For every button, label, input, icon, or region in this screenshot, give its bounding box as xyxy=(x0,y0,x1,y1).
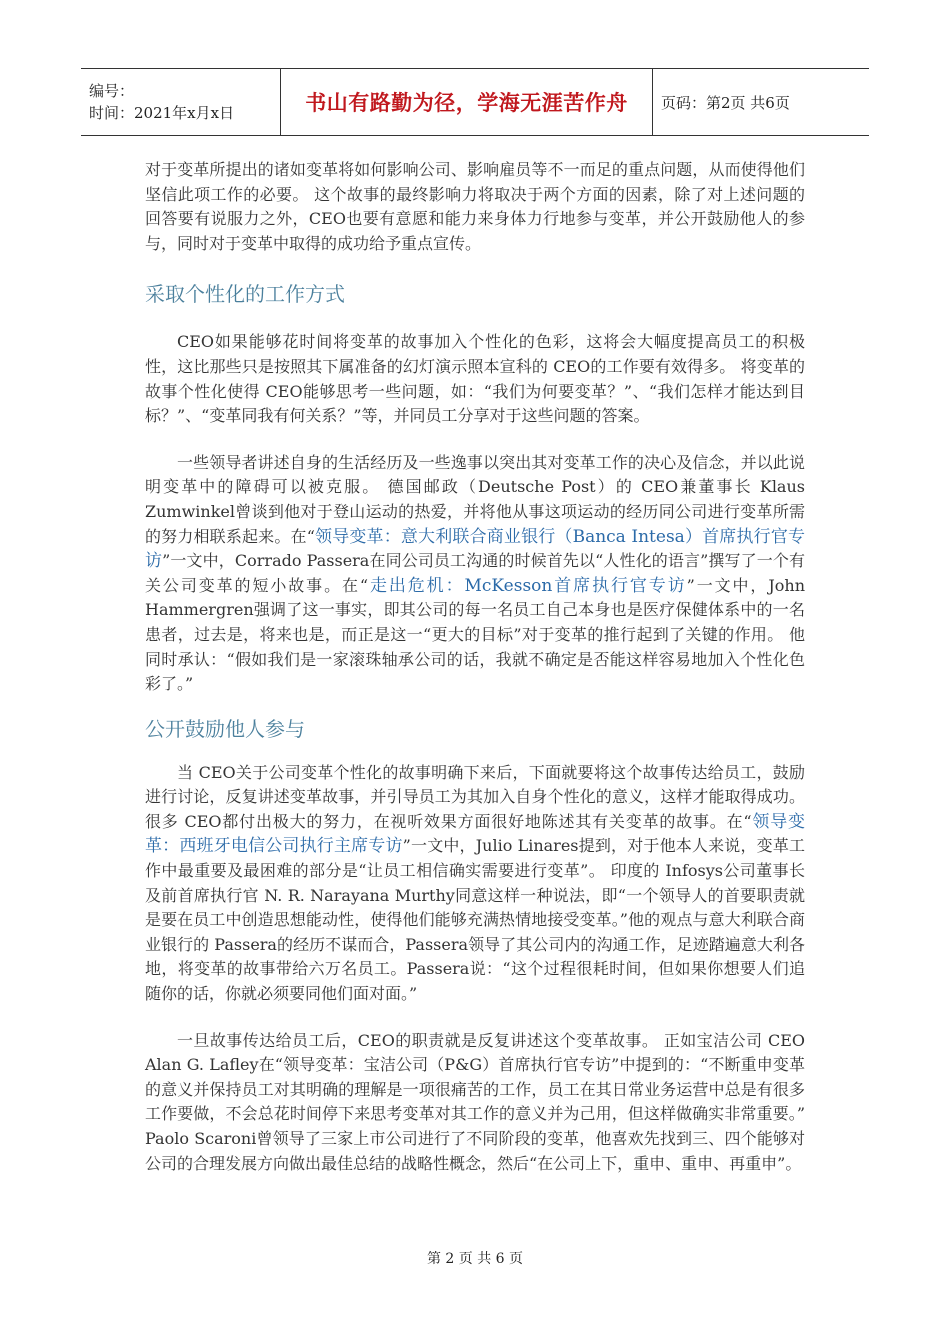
link-banca-intesa-interview[interactable]: 领导变革：意大利联合商业银行（Banca Intesa）首席执行官专访 xyxy=(145,526,805,572)
paragraph-leaders-stories xyxy=(145,451,805,697)
document-body xyxy=(145,158,805,1176)
link-mckesson-interview[interactable]: 走出危机：McKesson首席执行官专访 xyxy=(368,575,687,596)
section-heading-encourage: 公开鼓励他人参与 xyxy=(145,716,305,741)
paragraph-encourage xyxy=(145,761,805,1007)
header-meta xyxy=(81,69,281,135)
text-run: 当 CEO关于公司变革个性化的故事明确下来后，下面就要将这个故事传达给员工，鼓励进行讨论，反复讲述变革故事，并引导员工为其加入自身个性化的意义，这样才能取得成功。 很多 CEO都付出极大的努力，在视听效果方面很好地陈述其有关变革的故事。在“ xyxy=(145,762,805,831)
doc-number: 编号： xyxy=(89,82,135,100)
page-header xyxy=(81,68,869,136)
header-page-info-cell xyxy=(653,69,869,135)
text-run: 一些领导者讲述自身的生活经历及一些逸事以突出其对变革工作的决心及信念，并以此说明变革中的障碍可以被克服。 德国邮政（Deutsche Post）的 CEO兼董事长 Klaus Zumwinkel曾谈到他对于登山运动的热爱，并将他从事这项运动的经历同公司进行变革所需的努力相联系起来。在“ xyxy=(145,452,805,546)
paragraph-intro: 对于变革所提出的诸如变革将如何影响公司、影响雇员等不一而足的重点问题，从而使得他们坚信此项工作的必要。 这个故事的最终影响力将取决于两个方面的因素，除了对上述问题的回答要有说服力之外，CEO也要有意愿和能力来身体力行地参与变革，并公开鼓励他人的参与，同时对于变革中取得的成功给予重点宣传。 xyxy=(145,160,805,253)
section-heading-personalize: 采取个性化的工作方式 xyxy=(145,282,345,307)
header-page-info: 页码：第2页 共6页 xyxy=(661,93,790,112)
page-footer: 第 2 页 共 6 页 xyxy=(426,1251,524,1267)
header-motto: 书山有路勤为径，学海无涯苦作舟 xyxy=(305,90,628,115)
text-run: ”一文中，John Hammergren强调了这一事实，即其公司的每一名员工自己本身也是医疗保健体系中的一名患者，过去是，将来也是，而正是这一“更大的目标”对于变革的推行起到了关键的作用。 他同时承认：“假如我们是一家滚珠轴承公司的话，我就不确定是否能这样容易地加入个性化色彩了。” xyxy=(145,575,805,694)
text-run: ”一文中，Julio Linares提到，对于他本人来说，变革工作中最重要及最困难的部分是“让员工相信确实需要进行变革”。 印度的 Infosys公司董事长及前首席执行官 N. R. Narayana Murthy同意这样一种说法，即“一个领导人的首要职责就是要在员工中创造思想能动性，使得他们能够充满热情地接受变革。”他的观点与意大利联合商业银行的 Passera的经历不谋而合，Passera领导了其公司内的沟通工作，足迹踏遍意大利各地，将变革的故事带给六万名员工。Passera说：“这个过程很耗时间，但如果你想要人们追随你的话，你就必须要同他们面对面。” xyxy=(145,836,805,1004)
link-telefonica-interview[interactable]: 领导变革：西班牙电信公司执行主席专访 xyxy=(145,811,806,857)
paragraph-repeat-story: 一旦故事传达给员工后，CEO的职责就是反复讲述这个变革故事。 正如宝洁公司 CEO Alan G. Lafley在“领导变革：宝洁公司（P&G）首席执行官专访”中提到的：“不断重申变革的意义并保持员工对其明确的理解是一项很痛苦的工作，员工在其日常业务运营中总是有很多工作要做，不会总花时间停下来思考变革对其工作的意义并为己用，但这样做确实非常重要。” Paolo Scaroni曾领导了三家上市公司进行了不同阶段的变革，他喜欢先找到三、四个能够对公司的合理发展方向做出最佳总结的战略性概念，然后“在公司上下，重申、重申、再重申”。 xyxy=(145,1030,805,1173)
text-run: ”一文中，Corrado Passera在同公司员工沟通的时候首先以“人性化的语言”撰写了一个有关公司变革的短小故事。在“ xyxy=(145,551,805,595)
doc-time: 时间：2021年x月x日 xyxy=(89,104,235,122)
paragraph-personalize: CEO如果能够花时间将变革的故事加入个性化的色彩，这将会大幅度提高员工的积极性，这比那些只是按照其下属准备的幻灯演示照本宣科的 CEO的工作要有效得多。 将变革的故事个性化使得 CEO能够思考一些问题，如：“我们为何要变革？”、“我们怎样才能达到目标？”、“变革同我有何关系？”等，并同员工分享对于这些问题的答案。 xyxy=(145,332,805,426)
header-motto-cell xyxy=(281,69,653,135)
